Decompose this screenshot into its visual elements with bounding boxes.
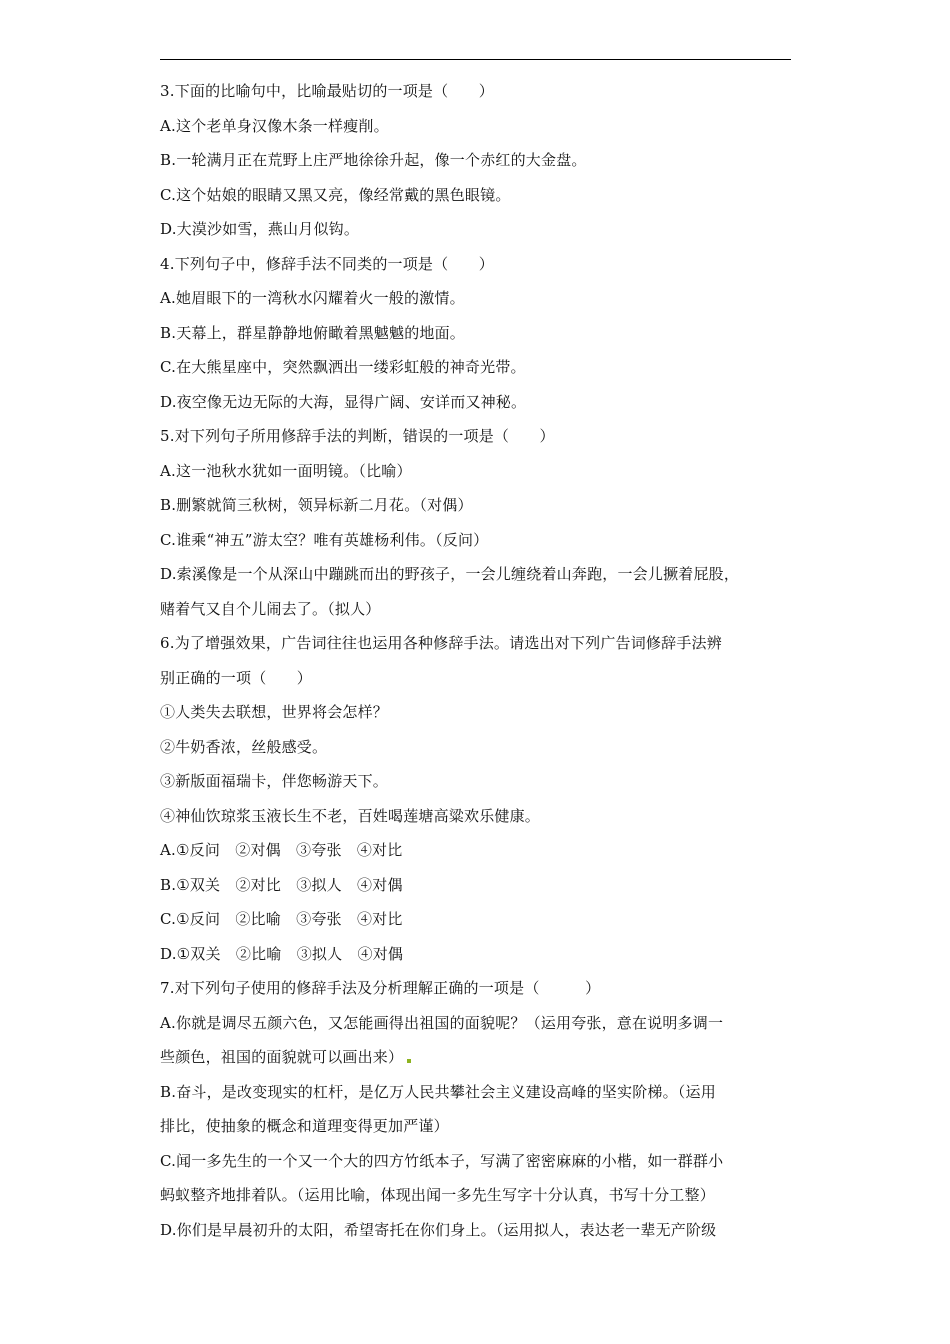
question-6-option-a: A.①反问 ②对偶 ③夸张 ④对比 [160, 841, 403, 859]
question-7-option-c-cont: 蚂蚁整齐地排着队。（运用比喻，体现出闻一多先生写字十分认真，书写十分工整） [160, 1186, 715, 1204]
question-5-stem: 5.对下列句子所用修辞手法的判断，错误的一项是（ ） [160, 427, 555, 445]
question-5-option-d: D.索溪像是一个从深山中蹦跳而出的野孩子，一会儿缠绕着山奔跑，一会儿撅着屁股， [160, 565, 740, 583]
question-7-stem: 7.对下列句子使用的修辞手法及分析理解正确的一项是（ ） [160, 979, 601, 997]
question-3-option-a: A.这个老单身汉像木条一样瘦削。 [160, 116, 389, 135]
question-7-option-a-cont-text: 些颜色，祖国的面貌就可以画出来） [160, 1048, 404, 1066]
question-list [160, 74, 810, 1247]
question-7-option-a-cont [160, 1040, 810, 1075]
question-4-option-d: D.夜空像无边无际的大海，显得广阔、安详而又神秘。 [160, 392, 527, 411]
question-7-option-a: A.你就是调尽五颜六色，又怎能画得出祖国的面貌呢？（运用夸张，意在说明多调一 [160, 1013, 724, 1032]
question-6-item-1: ①人类失去联想，世界将会怎样？ [160, 703, 389, 721]
question-6-item-4: ④神仙饮琼浆玉液长生不老，百姓喝莲塘高粱欢乐健康。 [160, 806, 541, 825]
question-4-option-c: C.在大熊星座中，突然飘洒出一缕彩虹般的神奇光带。 [160, 358, 526, 376]
question-3-option-c: C.这个姑娘的眼睛又黑又亮，像经常戴的黑色眼镜。 [160, 185, 511, 204]
question-6-item-3: ③新版面福瑞卡，伴您畅游天下。 [160, 772, 389, 790]
question-5-option-b: B.删繁就简三秋树，领异标新二月花。（对偶） [160, 496, 473, 514]
marker-dot-icon [407, 1059, 411, 1063]
question-3-option-b: B.一轮满月正在荒野上庄严地徐徐升起，像一个赤红的大金盘。 [160, 151, 587, 169]
question-3-stem: 3.下面的比喻句中，比喻最贴切的一项是（ ） [160, 82, 494, 100]
question-6-option-d: D.①双关 ②比喻 ③拟人 ④对偶 [160, 944, 404, 963]
question-7-option-b-cont: 排比，使抽象的概念和道理变得更加严谨） [160, 1117, 449, 1135]
question-6-item-2: ②牛奶香浓，丝般感受。 [160, 737, 328, 756]
question-4-stem: 4.下列句子中，修辞手法不同类的一项是（ ） [160, 254, 494, 273]
question-6-option-c: C.①反问 ②比喻 ③夸张 ④对比 [160, 910, 403, 928]
question-5-option-c: C.谁乘“神五”游太空？唯有英雄杨利伟。（反问） [160, 530, 489, 549]
question-6-stem-cont: 别正确的一项（ ） [160, 668, 313, 687]
question-6-stem: 6.为了增强效果，广告词往往也运用各种修辞手法。请选出对下列广告词修辞手法辨 [160, 634, 722, 652]
question-5-option-d-cont: 赌着气又自个儿闹去了。（拟人） [160, 599, 381, 618]
question-7-option-b: B.奋斗，是改变现实的杠杆，是亿万人民共攀社会主义建设高峰的坚实阶梯。（运用 [160, 1082, 716, 1101]
question-4-option-b: B.天幕上，群星静静地俯瞰着黑魆魆的地面。 [160, 323, 465, 342]
question-7-option-d: D.你们是早晨初升的太阳，希望寄托在你们身上。（运用拟人，表达老一辈无产阶级 [160, 1220, 717, 1239]
question-3-option-d: D.大漠沙如雪，燕山月似钩。 [160, 220, 360, 238]
question-5-option-a: A.这一池秋水犹如一面明镜。（比喻） [160, 461, 412, 480]
question-7-option-c: C.闻一多先生的一个又一个大的四方竹纸本子，写满了密密麻麻的小楷，如一群群小 [160, 1151, 724, 1170]
header-rule [160, 59, 791, 60]
question-4-option-a: A.她眉眼下的一湾秋水闪耀着火一般的激情。 [160, 289, 465, 307]
question-6-option-b: B.①双关 ②对比 ③拟人 ④对偶 [160, 875, 403, 894]
